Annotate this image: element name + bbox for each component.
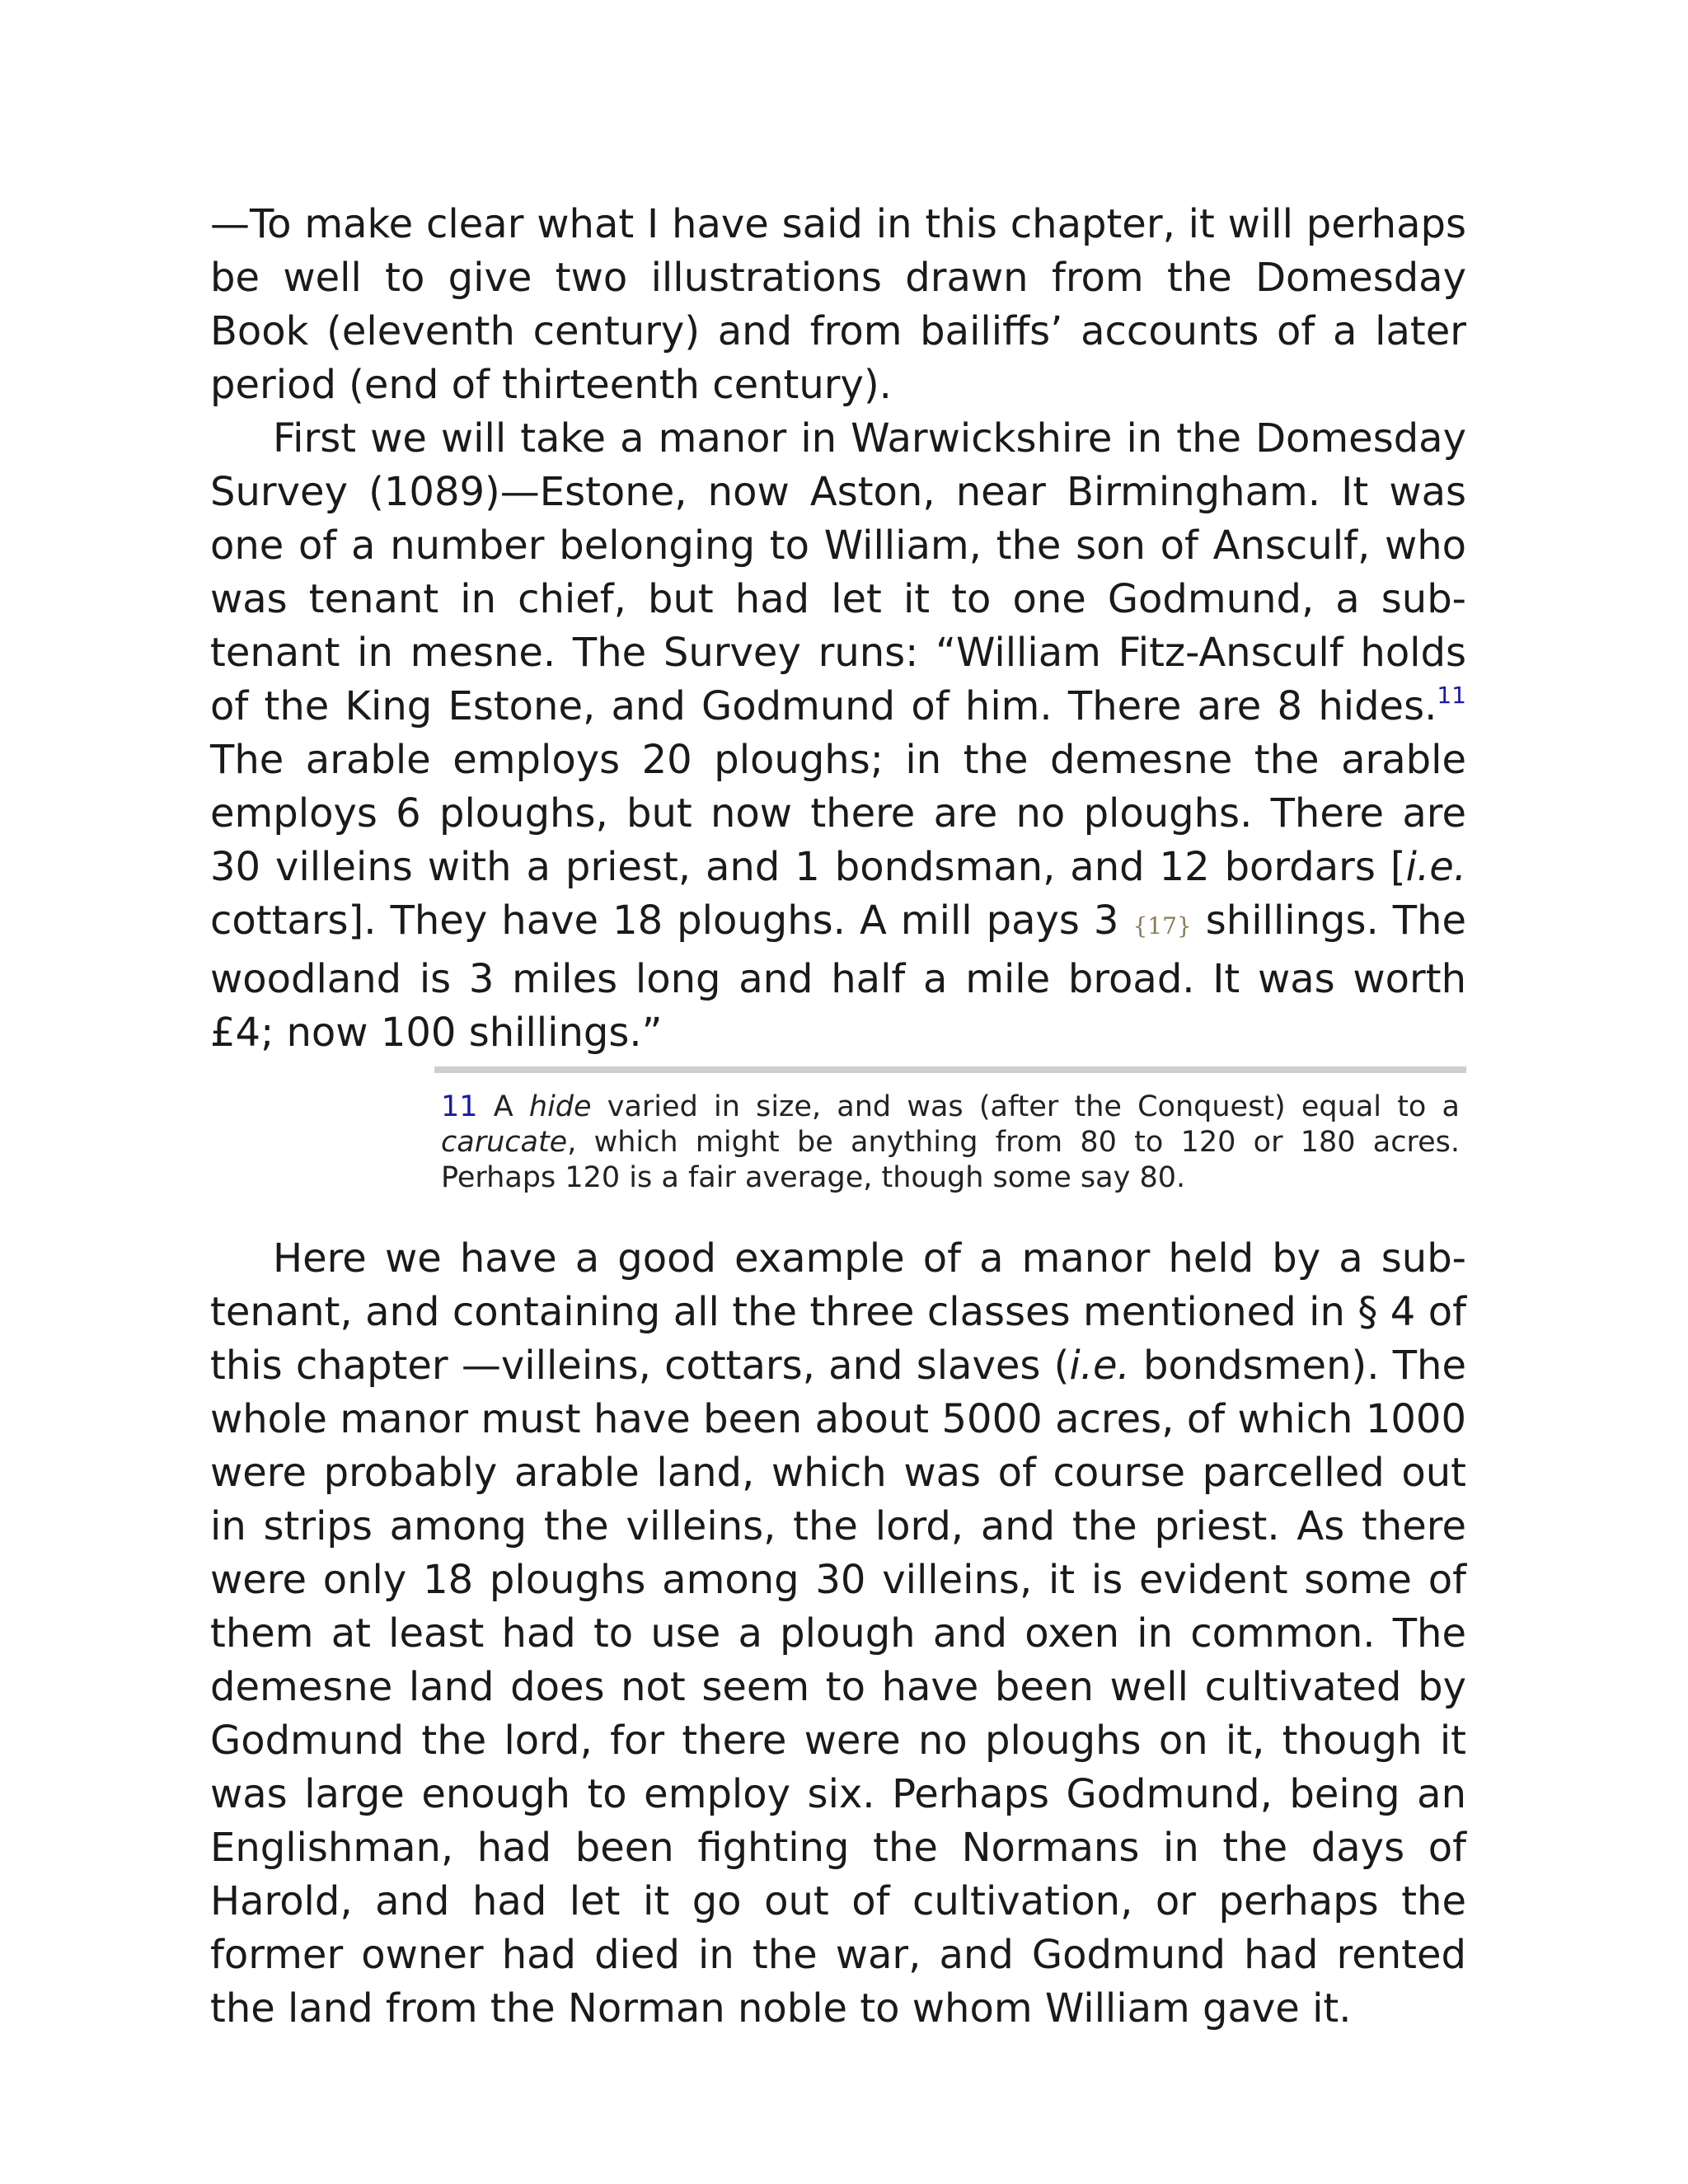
page-number-marker: {17} <box>1132 912 1192 940</box>
paragraph-text: Here we have a good example of a manor held by a sub-tenant, and containing all the three classes mentioned in § 4 of this chapter —villeins, cottars, and slaves ( <box>210 1235 1466 1389</box>
italic-abbreviation: i.e. <box>1069 1343 1130 1389</box>
footnote-reference-link[interactable]: 11 <box>1437 682 1466 709</box>
footnote-block <box>434 1066 1466 1196</box>
italic-abbreviation: i.e. <box>1405 844 1466 890</box>
footnote-part: A <box>477 1090 529 1123</box>
footnote-part: , which might be anything from 80 to 120 or 180 acres. Perhaps 120 is a fair average, though some say 80. <box>441 1126 1460 1194</box>
paragraph-analysis <box>210 1232 1466 2036</box>
footnote-text <box>441 1090 1460 1196</box>
spacer <box>210 1196 1466 1232</box>
paragraph-text: First we will take a manor in Warwickshire in the Domesday Survey (1089)—Estone, now Aston, near Birmingham. It was one of a number belonging to William, the son of Ansculf, who was tenant in chief, but had let it to one Godmund, a sub-tenant in mesne. The Survey runs: “William Fitz-Ansculf holds of the King Estone, and Godmund of him. There are 8 hides. <box>210 415 1466 729</box>
paragraph-domesday-extract <box>210 412 1466 1060</box>
paragraph-intro: —To make clear what I have said in this chapter, it will perhaps be well to give two illustrations drawn from the Domesday Book (eleventh century) and from bailiffs’ accounts of a later period (end of thirteenth century). <box>210 201 1466 408</box>
footnote-part: varied in size, and was (after the Conquest) equal to a <box>591 1090 1460 1123</box>
footnote-italic-term: hide <box>528 1090 592 1123</box>
paragraph-text: shillings. The woodland is 3 miles long and half a mile broad. It was worth £4; now 100 shillings.” <box>210 898 1467 1056</box>
paragraph-text: cottars]. They have 18 ploughs. A mill pays 3 <box>210 898 1133 944</box>
footnote-italic-term: carucate <box>441 1126 568 1159</box>
paragraph-text: The arable employs 20 ploughs; in the demesne the arable employs 6 ploughs, but now there are no ploughs. There are 30 villeins with a priest, and 1 bondsman, and 12 bordars [ <box>210 737 1466 890</box>
footnote-number-link[interactable]: 11 <box>441 1090 478 1123</box>
page-content <box>210 198 1466 2036</box>
paragraph-text: bondsmen). The whole manor must have been about 5000 acres, of which 1000 were probably arable land, which was of course parcelled out in strips among the villeins, the lord, and the priest. As there were only 18 ploughs among 30 villeins, it is evident some of them at least had to use a plough and oxen in common. The demesne land does not seem to have been well cultivated by Godmund the lord, for there were no ploughs on it, though it was large enough to employ six. Perhaps Godmund, being an Englishman, had been fighting the Normans in the days of Harold, and had let it go out of cultivation, or perhaps the former owner had died in the war, and Godmund had rented the land from the Norman noble to whom William gave it. <box>210 1343 1467 2032</box>
